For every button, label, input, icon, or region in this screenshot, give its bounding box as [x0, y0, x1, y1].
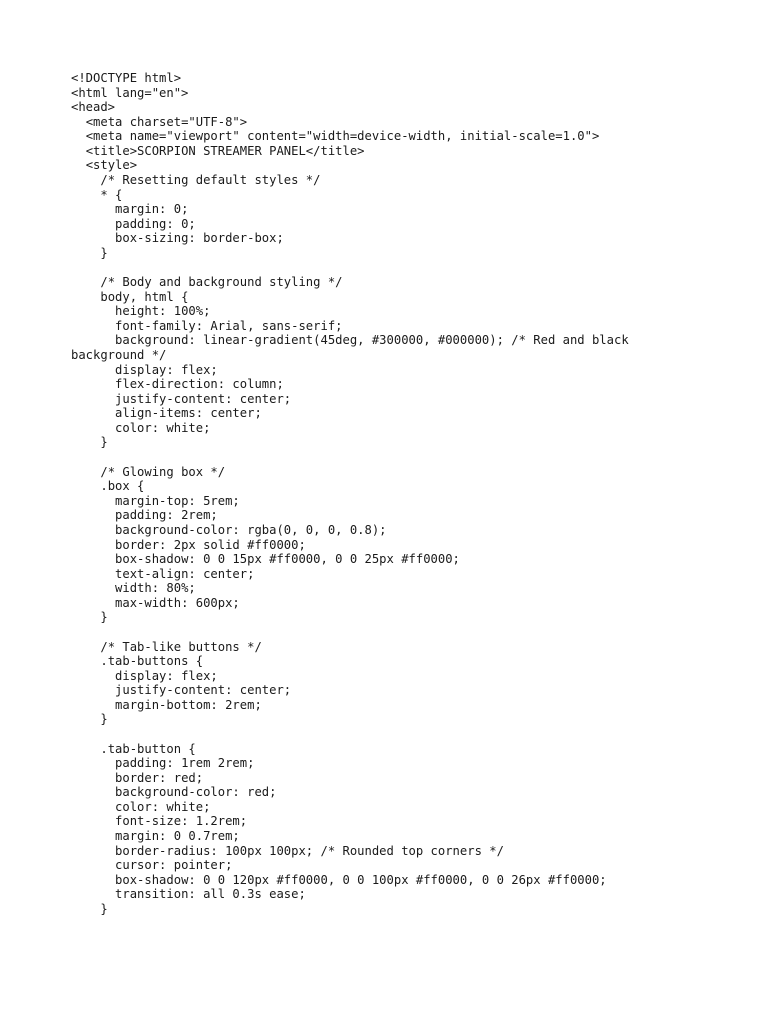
code-line: justify-content: center; — [71, 683, 292, 698]
code-line: .tab-buttons { — [71, 654, 204, 669]
code-line: <style> — [71, 158, 138, 173]
code-line: margin-top: 5rem; — [71, 493, 240, 508]
code-line: justify-content: center; — [71, 391, 292, 406]
code-line: cursor: pointer; — [71, 858, 233, 873]
code-line: body, html { — [71, 289, 189, 304]
code-line: background-color: red; — [71, 785, 277, 800]
code-line: background-color: rgba(0, 0, 0, 0.8); — [71, 522, 387, 537]
code-line: box-shadow: 0 0 120px #ff0000, 0 0 100px #ff0000, 0 0 26px #ff0000; — [71, 872, 607, 887]
code-line: width: 80%; — [71, 581, 196, 596]
code-line: /* Tab-like buttons */ — [71, 639, 262, 654]
code-line: font-size: 1.2rem; — [71, 814, 248, 829]
code-line: .tab-button { — [71, 741, 196, 756]
code-line: <title>SCORPION STREAMER PANEL</title> — [71, 143, 365, 158]
code-line: display: flex; — [71, 668, 218, 683]
code-line: } — [71, 610, 108, 625]
code-line: box-shadow: 0 0 15px #ff0000, 0 0 25px #ff0000; — [71, 552, 460, 567]
code-line — [71, 261, 711, 276]
code-line: } — [71, 245, 108, 260]
code-line: height: 100%; — [71, 304, 211, 319]
code-line: padding: 0; — [71, 216, 196, 231]
code-line: * { — [71, 187, 123, 202]
code-line: display: flex; — [71, 362, 218, 377]
code-line: /* Resetting default styles */ — [71, 173, 321, 188]
code-line: } — [71, 435, 108, 450]
code-listing — [71, 71, 711, 917]
code-line: <meta charset="UTF-8"> — [71, 114, 248, 129]
code-line — [71, 727, 711, 742]
code-line: color: white; — [71, 799, 211, 814]
code-line: padding: 2rem; — [71, 508, 218, 523]
code-line: margin: 0 0.7rem; — [71, 829, 240, 844]
code-line: /* Glowing box */ — [71, 464, 226, 479]
code-line: <head> — [71, 100, 116, 115]
code-line: } — [71, 901, 108, 916]
code-line: padding: 1rem 2rem; — [71, 756, 255, 771]
code-line: background */ — [71, 347, 167, 362]
code-line: background: linear-gradient(45deg, #300000, #000000); /* Red and black — [71, 333, 629, 348]
code-line: border-radius: 100px 100px; /* Rounded top corners */ — [71, 843, 504, 858]
code-line: margin-bottom: 2rem; — [71, 697, 262, 712]
code-line: margin: 0; — [71, 202, 189, 217]
code-line: transition: all 0.3s ease; — [71, 887, 306, 902]
code-line: <html lang="en"> — [71, 85, 189, 100]
code-line: border: red; — [71, 770, 204, 785]
code-line: box-sizing: border-box; — [71, 231, 284, 246]
code-line: <!DOCTYPE html> — [71, 71, 182, 85]
code-line: flex-direction: column; — [71, 377, 284, 392]
code-line: border: 2px solid #ff0000; — [71, 537, 306, 552]
code-line: text-align: center; — [71, 566, 255, 581]
code-line: color: white; — [71, 420, 211, 435]
code-line — [71, 625, 711, 640]
code-line: .box { — [71, 479, 145, 494]
code-line: font-family: Arial, sans-serif; — [71, 318, 343, 333]
code-line: <meta name="viewport" content="width=device-width, initial-scale=1.0"> — [71, 129, 600, 144]
code-line: } — [71, 712, 108, 727]
code-line: align-items: center; — [71, 406, 262, 421]
code-line — [71, 450, 711, 465]
code-line: /* Body and background styling */ — [71, 275, 343, 290]
code-line: max-width: 600px; — [71, 595, 240, 610]
